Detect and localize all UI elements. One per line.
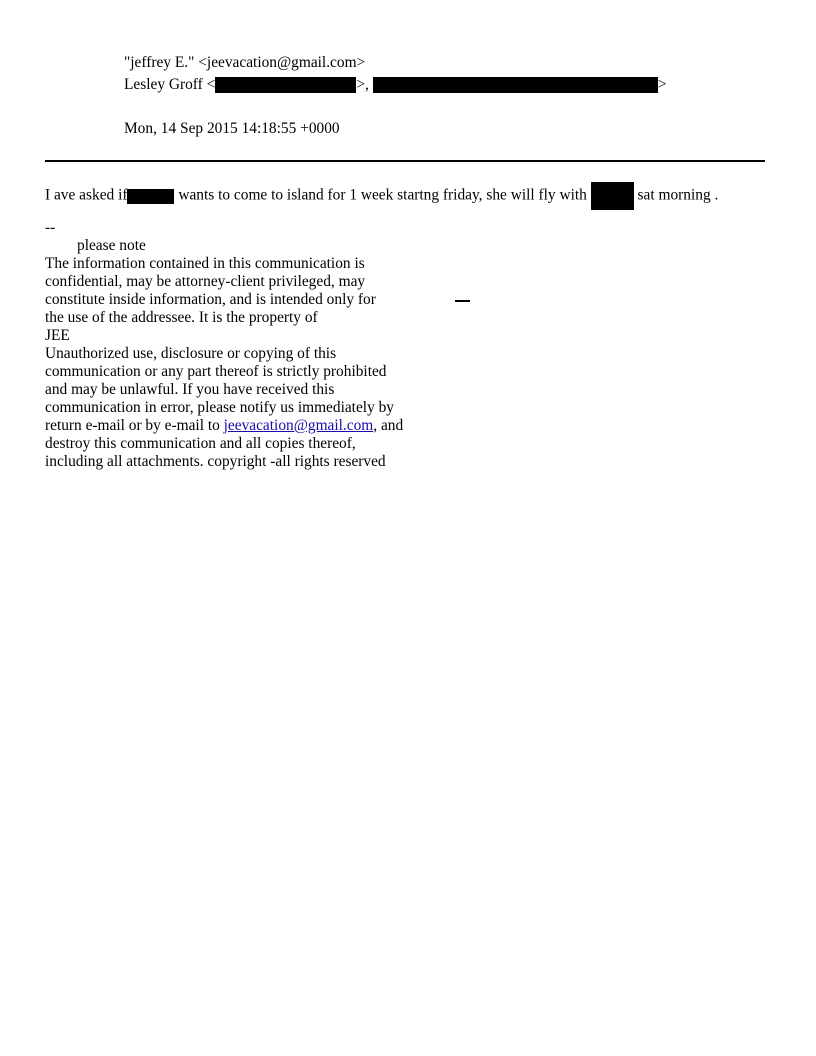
to-end: > [657,76,667,93]
disclaimer-line: communication in error, please notify us immediately by [45,399,395,416]
disclaimer-line: The information contained in this communication is [45,255,365,272]
body-part-3: sat morning . [637,186,719,204]
to-value [124,75,666,95]
return-suffix: , and [373,417,404,434]
disclaimer-line-with-link [45,417,425,435]
to-name: Lesley Groff < [124,76,216,93]
body-part-2: wants to come to island for 1 week startng friday, she will fly with [178,186,587,204]
disclaimer-line: and may be unlawful. If you have received this [45,381,335,398]
disclaimer-line: communication or any part thereof is strictly prohibited [45,363,387,380]
from-value: "jeffrey E." <jeevacation@gmail.com> [124,54,366,71]
redaction-bar [373,77,658,93]
redaction-bar [215,77,356,93]
return-prefix: return e-mail or by e-mail to [45,417,224,434]
email-link[interactable]: jeevacation@gmail.com [223,417,374,434]
stray-dash-mark [455,300,470,302]
redaction-bar [127,189,174,204]
signature-separator: -- [45,219,56,236]
disclaimer-line: destroy this communication and all copies thereof, [45,435,356,452]
disclaimer-line: JEE [45,327,70,344]
please-note: please note [77,237,146,254]
header-divider [45,160,765,162]
redaction-bar [591,182,634,210]
disclaimer-line: including all attachments. copyright -all rights reserved [45,453,386,470]
to-separator: >, [356,76,369,93]
disclaimer-line: the use of the addressee. It is the property of [45,309,318,326]
disclaimer-line: confidential, may be attorney-client privileged, may [45,273,366,290]
body-part-1: I ave asked if [45,186,128,204]
date-value: Mon, 14 Sep 2015 14:18:55 +0000 [124,120,340,137]
disclaimer [45,255,425,471]
message-body [45,182,718,204]
disclaimer-line: constitute inside information, and is intended only for [45,291,376,308]
disclaimer-line: Unauthorized use, disclosure or copying of this [45,345,337,362]
